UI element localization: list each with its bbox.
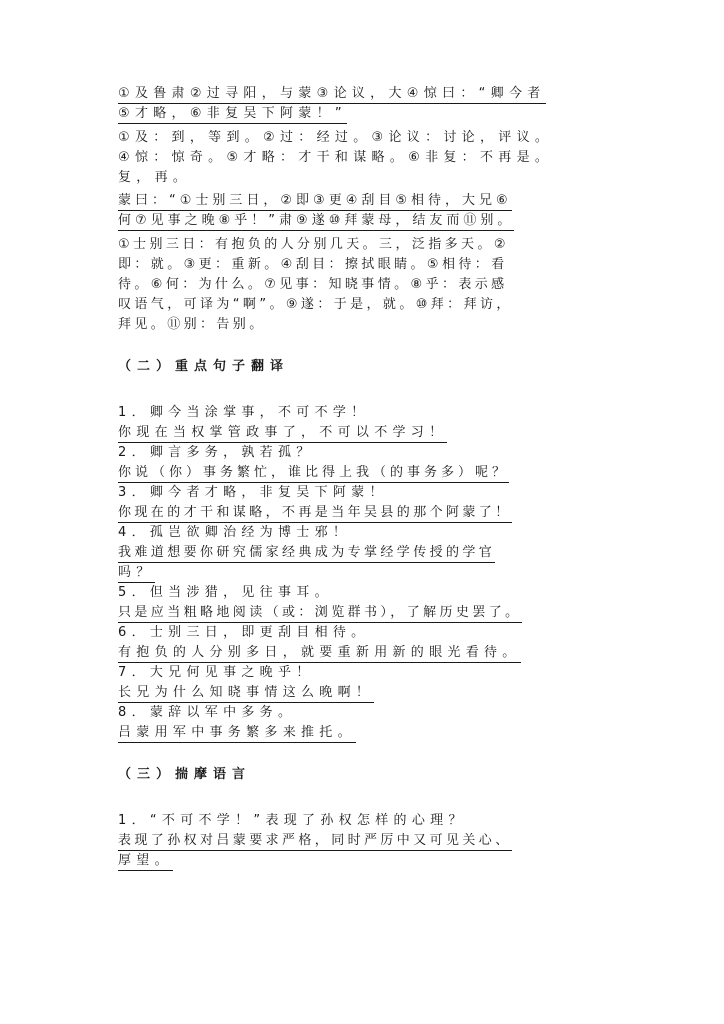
answer-s3-1-line-1: 表现了孙权对吕蒙要求严格，同时严厉中又可见关心、	[118, 831, 608, 851]
question-5: 5．但当涉猎，见往事耳。	[118, 585, 333, 600]
answer-4-line-1: 我难道想要你研究儒家经典成为专掌经学传授的学官	[118, 543, 608, 563]
notes-1-line-3: 复，再。	[118, 170, 192, 185]
original-text-2-line-2: 何⑦见事之晚⑧乎！”肃⑨遂⑩拜蒙母，结友而⑪别。	[118, 211, 608, 231]
section-heading-translation: （二）重点句子翻译	[118, 359, 290, 374]
question-2: 2．卿言多务，孰若孤？	[118, 445, 315, 460]
question-3: 3．卿今者才略，非复吴下阿蒙！	[118, 485, 388, 500]
answer-6: 有抱负的人分别多日，就要重新用新的眼光看待。	[118, 643, 608, 663]
question-6: 6．士别三日，即更刮目相待。	[118, 625, 370, 640]
question-4: 4．孤岂欲卿治经为博士邪！	[118, 525, 352, 540]
question-s3-1: 1．“不可不学！”表现了孙权怎样的心理？	[118, 813, 467, 828]
notes-1-line-2: ④惊：惊奇。⑤才略：才干和谋略。⑥非复：不再是。	[118, 150, 554, 165]
notes-2-line-5: 拜见。⑪别：告别。	[118, 317, 266, 332]
answer-1: 你现在当权掌管政事了，不可以不学习！	[118, 423, 608, 443]
answer-5: 只是应当粗略地阅读（或：浏览群书），了解历史罢了。	[118, 603, 608, 623]
original-text-1-line-2: ⑤才略，⑥非复吴下阿蒙！”	[118, 104, 608, 124]
notes-2-line-1: ①士别三日：有抱负的人分别几天。三，泛指多天。②	[118, 237, 509, 252]
question-8: 8．蒙辞以军中多务。	[118, 705, 297, 720]
answer-3: 你现在的才干和谋略，不再是当年吴县的那个阿蒙了！	[118, 503, 608, 523]
original-text-1-line-1: ①及鲁肃②过寻阳，与蒙③论议，大④惊曰：“卿今者	[118, 84, 608, 104]
answer-s3-1-line-2: 厚望。	[118, 851, 608, 871]
answer-7: 长兄为什么知晓事情这么晚啊！	[118, 683, 608, 703]
original-text-2-line-1: 蒙曰：“①士别三日，②即③更④刮目⑤相待，大兄⑥	[118, 191, 608, 211]
answer-8: 吕蒙用军中事务繁多来推托。	[118, 723, 608, 743]
question-1: 1．卿今当涂掌事，不可不学！	[118, 405, 370, 420]
notes-2-line-3: 待。⑥何：为什么。⑦见事：知晓事情。⑧乎：表示感	[118, 277, 508, 292]
notes-1-line-1: ①及：到，等到。②过：经过。③论议：讨论，评议。	[118, 130, 554, 145]
answer-2: 你说（你）事务繁忙，谁比得上我（的事务多）呢？	[118, 463, 608, 483]
question-7: 7．大兄何见事之晚乎！	[118, 665, 315, 680]
answer-4-line-2: 吗？	[118, 563, 608, 583]
notes-2-line-2: 即：就。③更：重新。④刮目：擦拭眼睛。⑤相待：看	[118, 257, 508, 272]
section-heading-language: （三）揣摩语言	[118, 767, 252, 782]
notes-2-line-4: 叹语气，可译为“啊”。⑨遂：于是，就。⑩拜：拜访，	[118, 297, 513, 312]
document-page	[118, 84, 608, 871]
translation-list	[118, 403, 608, 743]
